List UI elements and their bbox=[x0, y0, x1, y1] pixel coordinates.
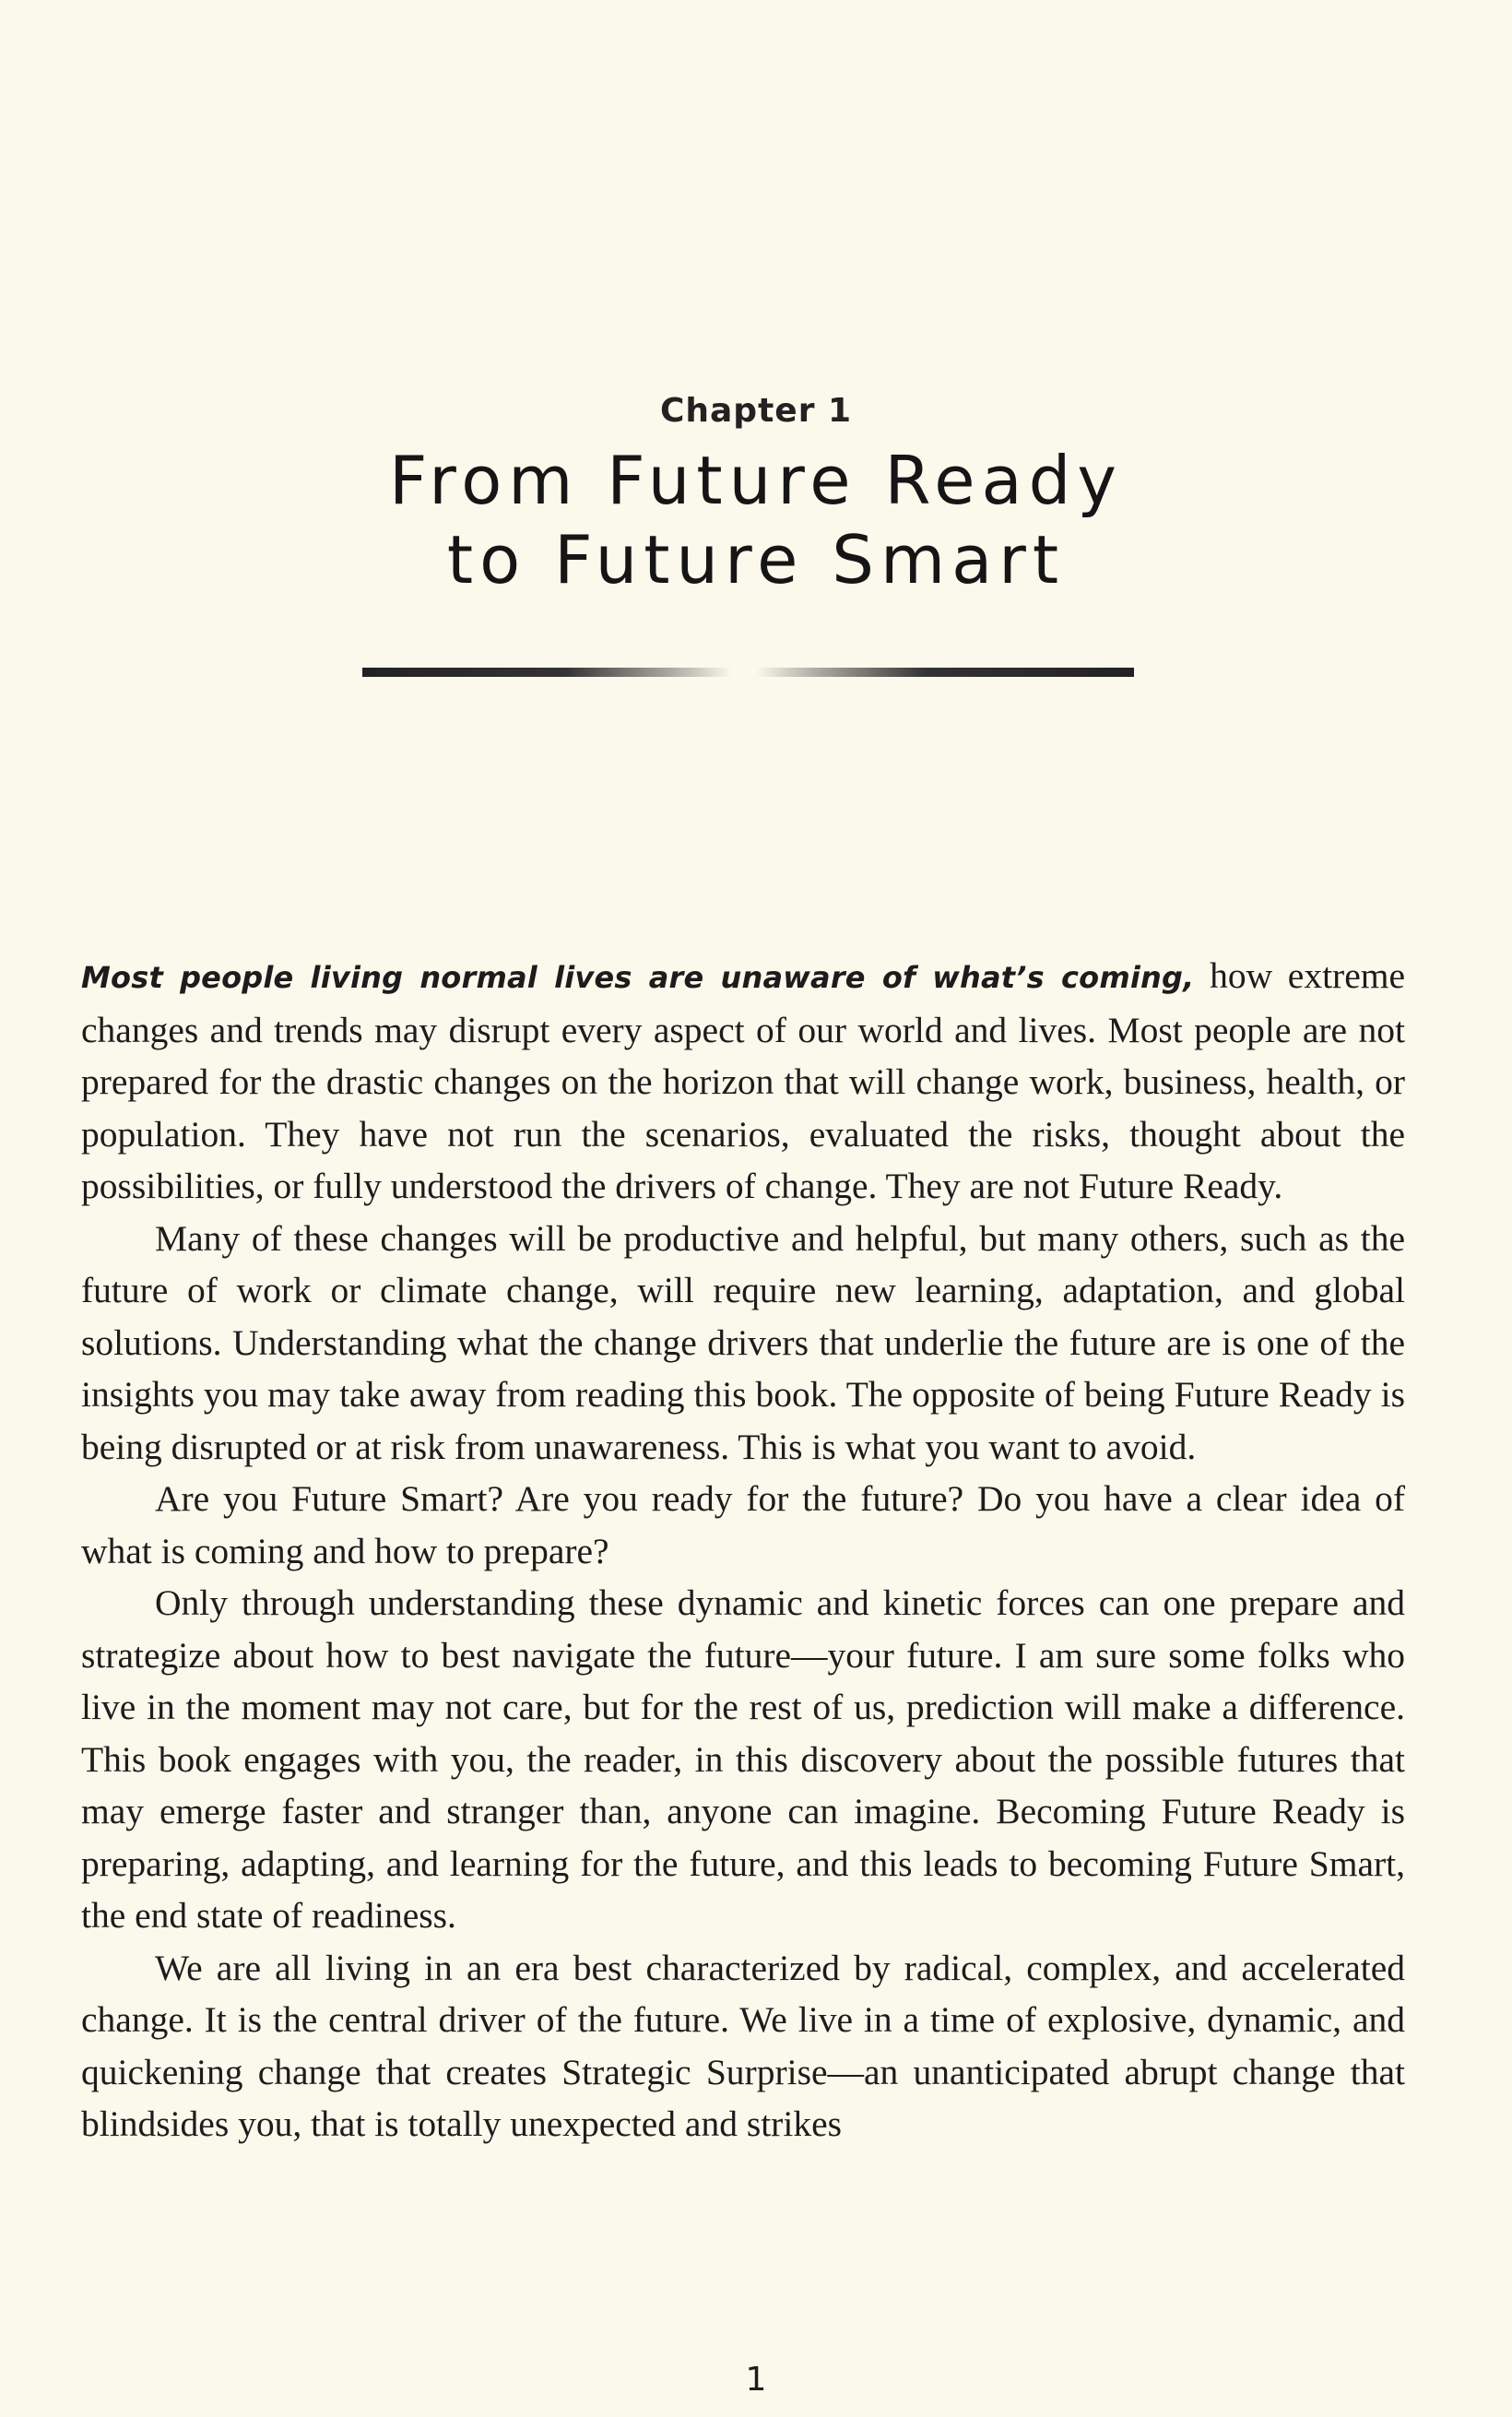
paragraph-3: Are you Future Smart? Are you ready for the future? Do you have a clear idea of what is coming and how to prepare? bbox=[81, 1478, 1405, 1571]
chapter-title-line-1: From Future Ready bbox=[389, 442, 1123, 519]
chapter-title-line-2: to Future Smart bbox=[446, 521, 1066, 598]
chapter-body bbox=[81, 950, 1405, 2150]
title-rule-left bbox=[362, 668, 731, 677]
paragraph-4: Only through understanding these dynamic and kinetic forces can one prepare and strategize about how to best navigate the future—your future. I am sure some folks who live in the moment may not care, but for the rest of us, prediction will make a difference. This book engages with you, the reader, in this discovery about the possible futures that may emerge faster and stranger than, anyone can imagine. Becoming Future Ready is preparing, adapting, and learning for the future, and this leads to becoming Future Smart, the end state of readiness. bbox=[81, 1582, 1405, 1936]
paragraph-5: We are all living in an era best characterized by radical, complex, and accelerated change. It is the central driver of the future. We live in a time of explosive, dynamic, and quickening change that creates Strategic Surprise—an unanticipated abrupt change that blindsides you, that is totally unexpected and strikes bbox=[81, 1947, 1405, 2144]
paragraph-2: Many of these changes will be productive and helpful, but many others, such as the future of work or climate change, will require new learning, adaptation, and global solutions. Understanding what the change drivers that underlie the future are is one of the insights you may take away from reading this book. The opposite of being Future Ready is being disrupted or at risk from unawareness. This is what you want to avoid. bbox=[81, 1217, 1405, 1467]
title-rule-right bbox=[756, 668, 1134, 677]
chapter-label: Chapter 1 bbox=[659, 392, 853, 430]
paragraph-1 bbox=[81, 950, 1405, 1213]
lead-in-phrase: Most people living normal lives are unaware of what’s coming, bbox=[81, 960, 1195, 995]
chapter-title bbox=[0, 441, 1512, 599]
paragraph-1-text: how extreme changes and trends may disrupt every aspect of our world and lives. Most people are not prepared for the drastic changes on the horizon that will change work, business, health, or population. They have not run the scenarios, evaluated the risks, thought about the possibilities, or fully understood the drivers of change. They are not Future Ready. bbox=[81, 955, 1405, 1206]
page-number: 1 bbox=[745, 2361, 767, 2399]
